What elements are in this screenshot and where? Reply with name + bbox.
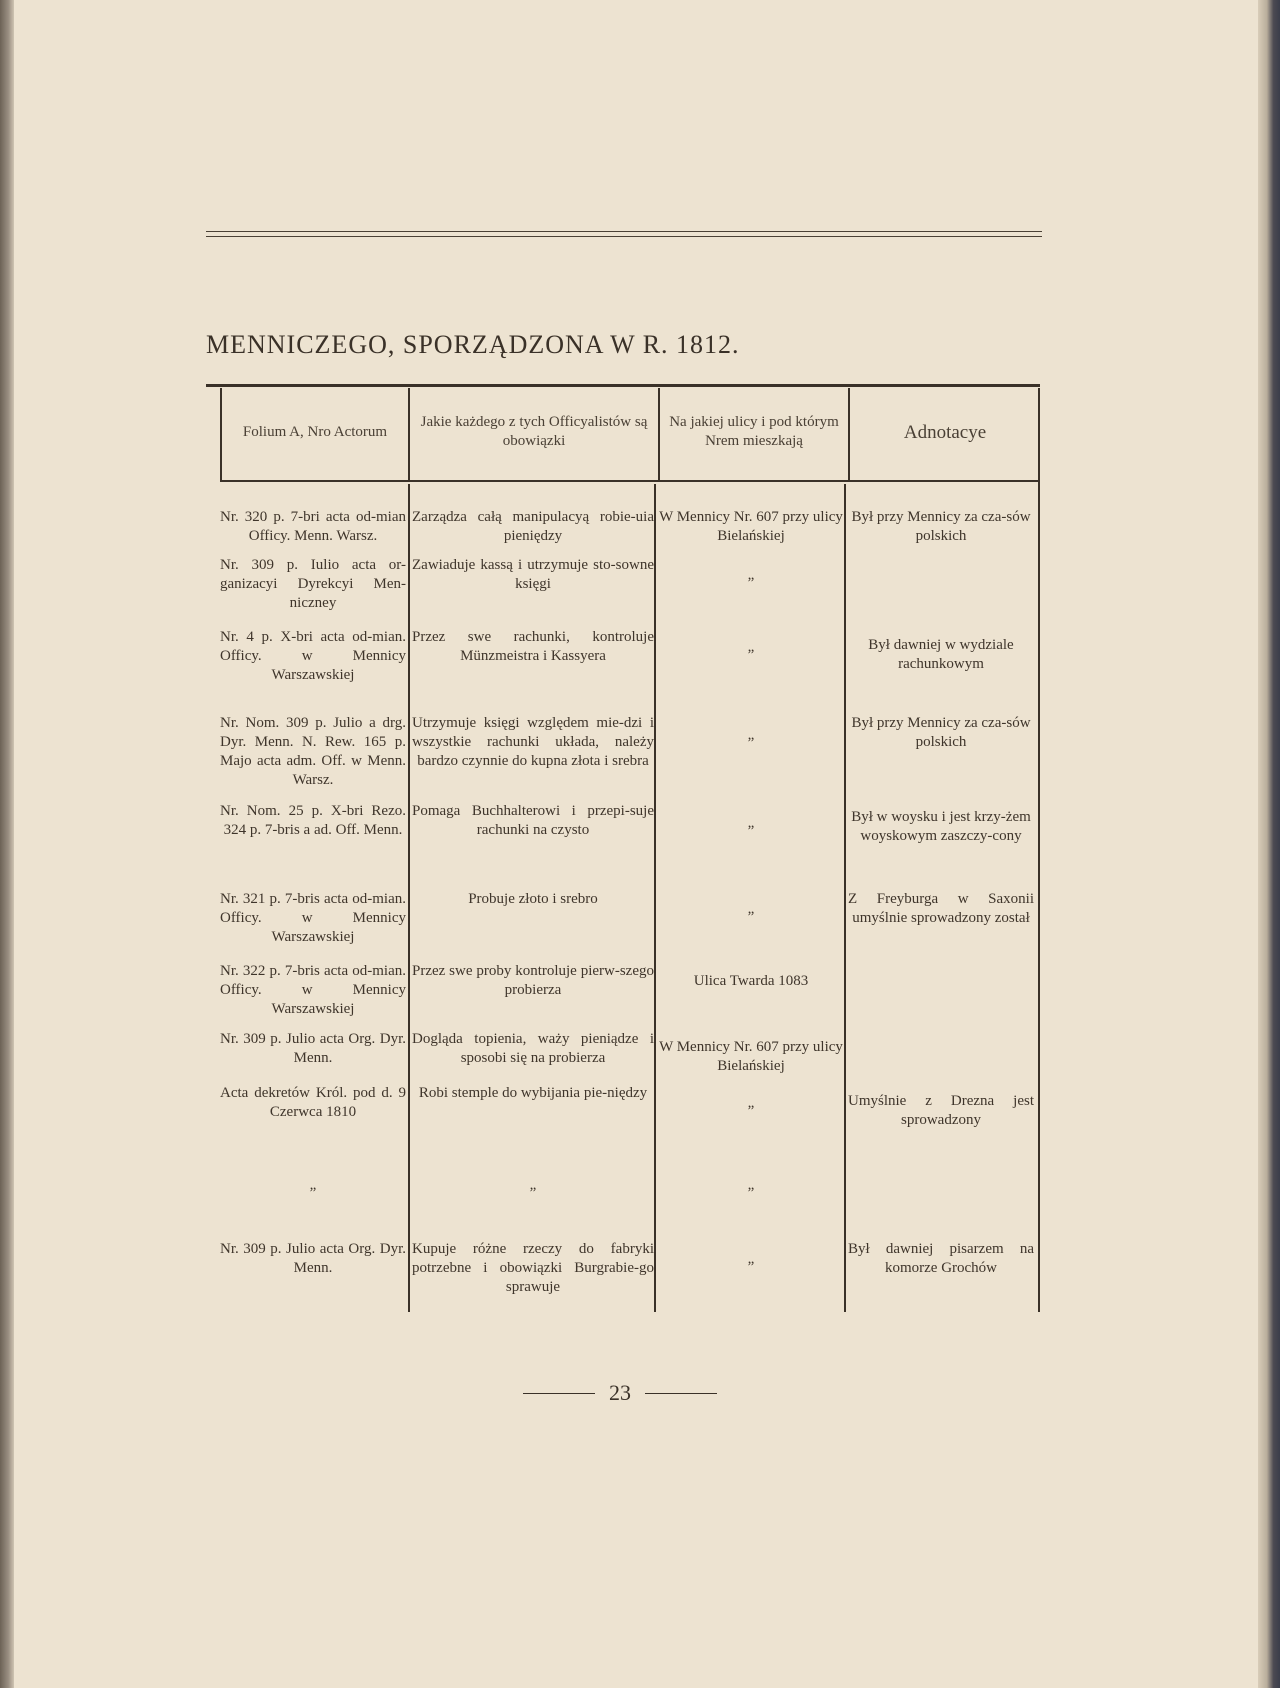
column-divider (408, 388, 410, 480)
cell-duties: Utrzymuje księgi względem mie-dzi i wszystkie rachunki układa, należy bardzo czynnie do kupna złota i srebra (412, 715, 654, 769)
cell-duties: Dogląda topienia, waży pieniądze i sposobi się na probierza (412, 1031, 654, 1066)
table-header-rule (220, 480, 1040, 482)
column-header-address: Na jakiej ulicy i pod którym Nrem mieszkają (669, 414, 839, 449)
cell-duties: Zawiaduje kassą i utrzymuje sto-sowne księgi (412, 557, 654, 592)
cell-duties: Przez swe rachunki, kontroluje Münzmeistra i Kassyera (412, 629, 654, 664)
column-header-folium: Folium A, Nro Actorum (242, 423, 388, 440)
cell-annotation: Z Freyburga w Saxonii umyślnie sprowadzony został (848, 891, 1034, 926)
officials-table (206, 384, 1040, 1312)
cell-duties: Zarządza całą manipulacyą robie-uia pieniędzy (412, 509, 654, 544)
cell-address: W Mennicy Nr. 607 przy ulicy Bielańskiej (659, 1039, 843, 1074)
cell-duties: Kupuje różne rzeczy do fabryki potrzebne i obowiązki Burgrabie-go sprawuje (412, 1241, 654, 1295)
column-divider (654, 484, 656, 1312)
cell-address: Ulica Twarda 1083 (693, 973, 809, 989)
page-footer (520, 1378, 720, 1408)
cell-folium: „ (309, 1177, 317, 1193)
column-divider (658, 388, 660, 480)
cell-duties: Pomaga Buchhalterowi i przepi-suje rachunki na czysto (412, 803, 654, 838)
cell-annotation: Był dawniej w wydziale rachunkowym (868, 637, 1014, 672)
cell-address: „ (747, 901, 755, 917)
cell-duties: Probuje złoto i srebro (468, 891, 598, 907)
cell-address: „ (747, 727, 755, 743)
cell-folium: Nr. 309 p. Julio acta Org. Dyr. Menn. (220, 1031, 406, 1066)
page-number: 23 (609, 1380, 631, 1405)
header-double-rule (206, 231, 1042, 237)
cell-annotation: Był w woysku i jest krzy-żem woyskowym zaszczy-cony (851, 809, 1031, 844)
cell-annotation: Był dawniej pisarzem na komorze Grochów (848, 1241, 1034, 1276)
cell-address: W Mennicy Nr. 607 przy ulicy Bielańskiej (659, 509, 843, 544)
cell-address: „ (747, 567, 755, 583)
book-spine (0, 0, 14, 1688)
cell-address: „ (747, 1095, 755, 1111)
column-divider (848, 388, 850, 480)
cell-folium: Nr. 309 p. Julio acta Org. Dyr. Menn. (220, 1241, 406, 1276)
column-divider (408, 484, 410, 1312)
column-header-annotations: Adnotacye (903, 421, 987, 443)
cell-duties: Robi stemple do wybijania pie-niędzy (418, 1085, 648, 1101)
footer-dash-right (645, 1393, 717, 1394)
cell-address: „ (747, 815, 755, 831)
column-divider (1038, 388, 1040, 1312)
cell-folium: Acta dekretów Król. pod d. 9 Czerwca 1810 (220, 1085, 406, 1120)
footer-dash-left (523, 1393, 595, 1394)
cell-folium: Nr. 4 p. X-bri acta od-mian. Officy. w Mennicy Warszawskiej (220, 629, 406, 683)
cell-folium: Nr. 321 p. 7-bris acta od-mian. Officy. w Mennicy Warszawskiej (220, 891, 406, 945)
cell-annotation: Był przy Mennicy za cza-sów polskich (851, 509, 1031, 544)
cell-address: „ (747, 639, 755, 655)
cell-address: „ (747, 1251, 755, 1267)
cell-address: „ (747, 1177, 755, 1193)
cell-duties: „ (529, 1177, 537, 1193)
page-edge (1258, 0, 1280, 1688)
page-heading: MENNICZEGO, SPORZĄDZONA W R. 1812. (206, 330, 740, 359)
cell-duties: Przez swe proby kontroluje pierw-szego probierza (412, 963, 654, 998)
cell-folium: Nr. 322 p. 7-bris acta od-mian. Officy. w Mennicy Warszawskiej (220, 963, 406, 1017)
cell-folium: Nr. 320 p. 7-bri acta od-mian Officy. Menn. Warsz. (220, 509, 406, 544)
column-header-duties: Jakie każdego z tych Officyalistów są obowiązki (420, 414, 648, 449)
cell-annotation: Umyślnie z Drezna jest sprowadzony (848, 1093, 1034, 1128)
cell-folium: Nr. Nom. 309 p. Julio a drg. Dyr. Menn. N. Rew. 165 p. Majo acta adm. Off. w Menn. Warsz. (220, 715, 406, 788)
cell-folium: Nr. Nom. 25 p. X-bri Rezo. 324 p. 7-bris a ad. Off. Menn. (220, 803, 406, 838)
column-divider (844, 484, 846, 1312)
cell-folium: Nr. 309 p. Iulio acta or-ganizacyi Dyrekcyi Men-niczney (220, 557, 406, 611)
cell-annotation: Był przy Mennicy za cza-sów polskich (851, 715, 1031, 750)
